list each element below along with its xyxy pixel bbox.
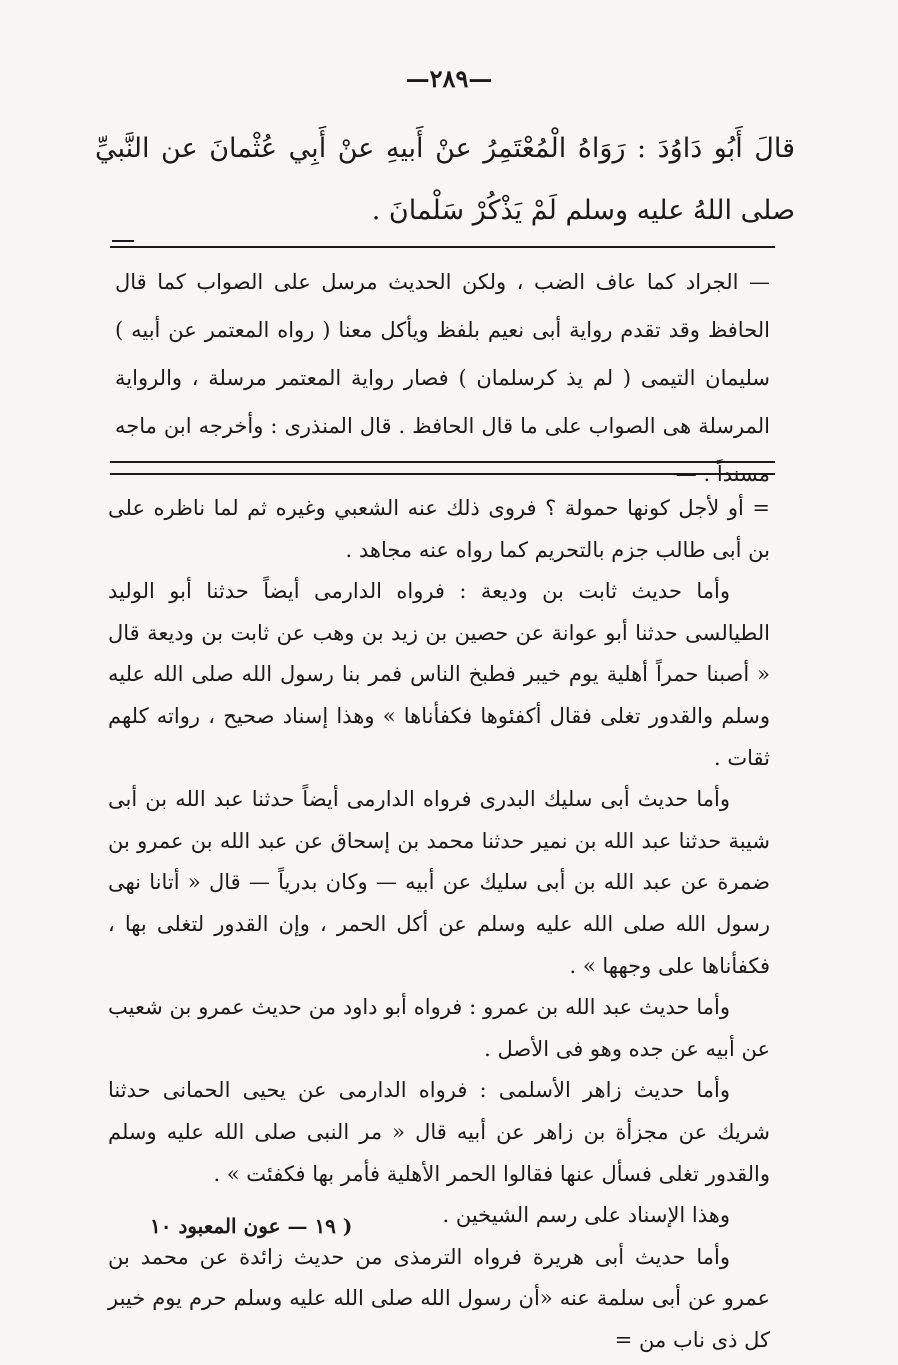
- footnote-paragraph: وأما حديث أبى سليك البدرى فرواه الدارمى أيضاً حدثنا عبد الله بن أبى شيبة حدثنا عبد الله بن نمير حدثنا محمد بن إسحاق عن عبد الله بن عمرو بن ضمرة عن عبد الله بن أبى سليك عن أبيه — وكان بدرياً — قال « أتانا نهى رسول الله صلى الله عليه وسلم عن أكل الحمر ، وإن القدور لتغلى بها ، فكفأناها على وجهها » .: [108, 787, 770, 978]
- page-number: —٢٨٩—: [405, 64, 493, 93]
- footnote-paragraph: وأما حديث عبد الله بن عمرو : فرواه أبو داود من حديث عمرو بن شعيب عن أبيه عن جده وهو فى الأصل .: [108, 995, 770, 1061]
- footnote-paragraph: وأما حديث زاهر الأسلمى : فرواه الدارمى عن يحيى الحمانى حدثنا شريك عن مجزأة بن زاهر عن أبيه قال « مر النبى صلى الله عليه وسلم والقدور تغلى فسأل عنها فقالوا الحمر الأهلية فأمر بها فكفئت » .: [108, 1078, 770, 1186]
- hadith-text: [95, 118, 795, 242]
- footnote-paragraph: = أو لأجل كونها حمولة ؟ فروى ذلك عنه الشعبي وغيره ثم لما ناظره على بن أبى طالب جزم بالتحريم كما رواه عنه مجاهد .: [108, 496, 770, 562]
- divider-double-lower: [110, 473, 775, 475]
- commentary-paragraph: — الجراد كما عاف الضب ، ولكن الحديث مرسل على الصواب كما قال الحافظ وقد تقدم رواية أبى نعيم بلفظ ويأكل معنا ( رواه المعتمر عن أبيه ) سليمان التيمى ( لم يذ كرسلمان ) فصار رواية المعتمر مرسلة ، والرواية المرسلة هى الصواب على ما قال الحافظ . قال المنذرى : وأخرجه ابن ماجه مسنداً . —: [115, 270, 770, 486]
- hadith-paragraph: قالَ أَبُو دَاوُدَ : رَوَاهُ الْمُعْتَمِرُ عنْ أَبيهِ عنْ أَبِي عُثْمانَ عن النَّبيِّ صلى اللهُ عليه وسلم لَمْ يَذْكُرْ سَلْمانَ .: [95, 133, 795, 226]
- divider-tick: [112, 240, 134, 242]
- divider-double-upper: [110, 461, 775, 463]
- divider-top: [110, 246, 775, 248]
- signature-mark: ( ١٩ — عون المعبود ١٠: [150, 1214, 353, 1238]
- footnote-paragraph: وأما حديث أبى هريرة فرواه الترمذى من حديث زائدة عن محمد بن عمرو عن أبى سلمة عنه «أن رسول الله صلى الله عليه وسلم حرم يوم خيبر كل ذى ناب من =: [108, 1244, 770, 1352]
- footnote-paragraph: وهذا الإسناد على رسم الشيخين .: [442, 1203, 730, 1228]
- footnote-paragraph: وأما حديث ثابت بن وديعة : فرواه الدارمى أيضاً حدثنا أبو الوليد الطيالسى حدثنا أبو عوانة عن حصين بن زيد بن وهب عن ثابت بن وديعة قال « أصبنا حمراً أهلية يوم خيبر فطبخ الناس فمر بنا رسول الله صلى الله عليه وسلم والقدور تغلى فقال أكفئوها فكفأناها » وهذا إسناد صحيح ، رواته كلهم ثقات .: [108, 579, 770, 770]
